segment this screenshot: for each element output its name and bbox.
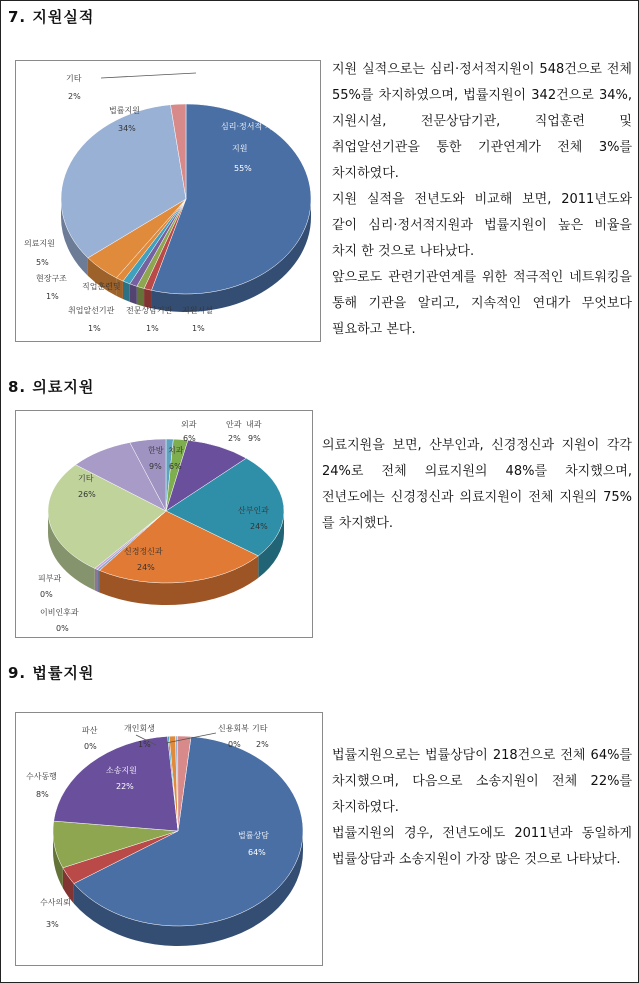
pie-label-name: 직업훈련및 (82, 282, 121, 291)
pie-label-name: 신용회복 (218, 724, 249, 733)
pie-label-name: 기타 (78, 474, 94, 483)
medical-support-pie-chart (15, 410, 313, 638)
pie-label-name: 기타 (252, 724, 268, 733)
paragraph: 지원 실적으로는 심리·정서적지원이 548건으로 전체 55%를 차지하였으며, 법률지원이 342건으로 34%, 지원시설, 전문상담기관, 직업훈련 및 취업알선기관을 통한 기관연계가 전체 3%를 차지하였다. (332, 62, 632, 181)
pie-chart-svg-medical (16, 411, 312, 637)
paragraph: 지원 실적을 전년도와 비교해 보면, 2011년도와 같이 심리·정서적지원과 법률지원이 높은 비율을 차지 한 것으로 나타났다. (332, 192, 632, 259)
pie-label-name: 신경정신과 (124, 547, 163, 556)
pie-label-name: 이비인후과 (40, 608, 79, 617)
section-8-text (322, 433, 632, 537)
pie-label-pct: 2% (256, 740, 269, 749)
pie-label-pct: 3% (46, 920, 59, 929)
section-7-text (332, 57, 632, 343)
pie-label-pct: 0% (56, 624, 69, 633)
section-9-heading: 9. 법률지원 (8, 664, 95, 682)
pie-label-pct: 5% (36, 258, 49, 267)
pie-label-pct: 34% (118, 124, 136, 133)
pie-label-pct: 64% (248, 848, 266, 857)
paragraph: 법률지원의 경우, 전년도에도 2011년과 동일하게 법률상담과 소송지원이 가장 많은 것으로 나타났다. (332, 826, 632, 867)
pie-label-pct: 지원 (232, 144, 248, 153)
pie-chart-svg-support (16, 61, 320, 341)
section-8-heading: 8. 의료지원 (8, 378, 95, 396)
pie-label-pct: 0% (84, 742, 97, 751)
paragraph: 앞으로도 관련기관연계를 위한 적극적인 네트워킹을 통해 기관을 알리고, 지속적인 연대가 무엇보다 필요하고 본다. (332, 270, 632, 337)
pie-label-name: 피부과 (38, 574, 62, 583)
pie-label-pct: 1% (46, 292, 59, 301)
pie-slice-side (97, 569, 99, 592)
pie-label-name: 안과 (226, 420, 242, 429)
pie-slice-side (95, 568, 97, 591)
pie-label-pct: 0% (40, 590, 53, 599)
pie-label-pct: 1% (146, 324, 159, 333)
pie-slice-side (137, 286, 144, 306)
pie-label-pct: 24% (250, 522, 268, 531)
pie-label-name: 전문상담기관 (126, 306, 173, 315)
pie-slice-side (123, 281, 130, 302)
pie-label-name: 지원시설 (182, 306, 213, 315)
section-7-heading: 7. 지원실적 (8, 8, 95, 26)
pie-label-pct: 26% (78, 490, 96, 499)
pie-chart-svg-legal (16, 713, 322, 965)
pie-label-name: 심리·정서적 지원 (221, 122, 281, 131)
paragraph: 의료지원을 보면, 산부인과, 신경정신과 지원이 각각 24%로 전체 의료지원의 48%를 차지했으며, 전년도에는 신경정신과 의료지원이 전체 지원의 75%를 차지했다. (322, 438, 632, 531)
pie-label-name: 소송지원 (106, 766, 137, 775)
pie-label-name: 기타 (66, 74, 82, 83)
pie-label-pct: 1% (88, 324, 101, 333)
section-9-text (332, 743, 632, 873)
pie-label-pct: 8% (36, 790, 49, 799)
pie-label-name: 개인회생 (124, 724, 155, 733)
pie-label-pct: 6% (169, 462, 182, 471)
pie-label-pct: 22% (116, 782, 134, 791)
pie-label-pct: 24% (137, 563, 155, 572)
pie-label-name: 산부인과 (238, 506, 269, 515)
legal-support-pie-chart (15, 712, 323, 966)
pie-label-name: 취업알선기관 (68, 306, 115, 315)
pie-label-pct: 2% (228, 434, 241, 443)
pie-label-name: 외과 (181, 420, 197, 429)
pie-label-name: 수사의뢰 (40, 898, 71, 907)
pie-label-name: 법률상담 (238, 831, 269, 840)
pie-label-name: 파산 (82, 726, 98, 735)
pie-label-pct: 0% (228, 740, 241, 749)
paragraph: 법률지원으로는 법률상담이 218건으로 전체 64%를 차지했으며, 다음으로 소송지원이 전체 22%를 차지하였다. (332, 748, 632, 815)
pie-label-name: 의료지원 (24, 239, 55, 248)
pie-label-pct: 1% (192, 324, 205, 333)
pie-label-name: 한방 (148, 446, 164, 455)
pie-label-name: 수사동행 (26, 772, 57, 781)
pie-label-pct: 2% (68, 92, 81, 101)
pie-label-name: 치과 (168, 446, 184, 455)
support-results-pie-chart (15, 60, 321, 342)
pie-label-pct: 1% (138, 740, 151, 749)
pie-label-name: 현장구조 (36, 274, 67, 283)
pie-label-pct: 6% (183, 434, 196, 443)
pie-label-pct: 55% (234, 164, 252, 173)
pie-label-name: 내과 (246, 420, 262, 429)
pie-label-pct: 9% (149, 462, 162, 471)
pie-label-pct: 9% (248, 434, 261, 443)
pie-slice-side (130, 284, 137, 304)
pie-label-name: 법률지원 (109, 106, 140, 115)
